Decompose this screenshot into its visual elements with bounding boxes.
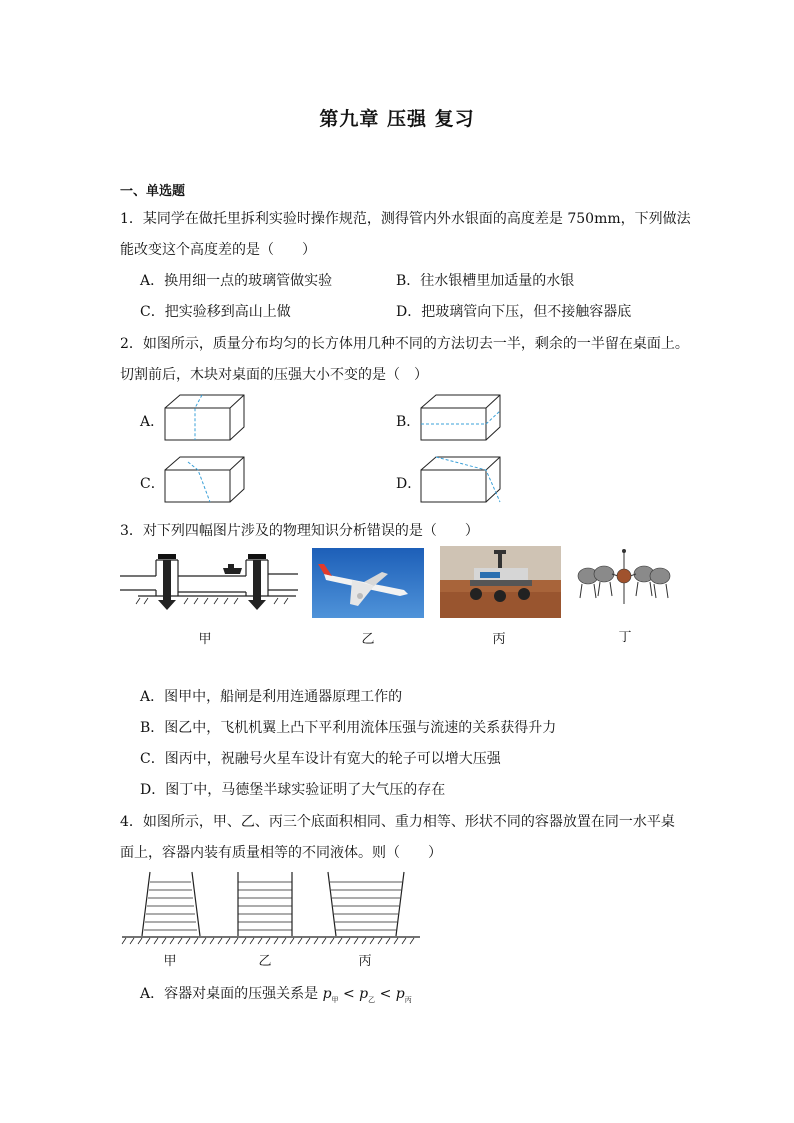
airplane-photo [312,548,424,618]
q1-option-b: B．往水银槽里加适量的水银 [396,273,575,289]
q2-box-d-figure [416,454,506,506]
pressure-symbol: p [359,986,369,1002]
less-than-1: < [338,986,360,1002]
q2-label-b: B． [396,414,421,430]
q2-box-c-figure [160,454,246,506]
q3-caption-jia: 甲 [198,632,212,647]
q2-stem-line2: 切割前后，木块对桌面的压强大小不变的是（ ） [120,367,428,383]
mars-rover-photo [440,546,561,618]
q4-caption-bing: 丙 [358,954,372,969]
magdeburg-hemispheres-figure [574,546,674,608]
section-heading: 一、单选题 [120,184,186,199]
subscript-jia: 甲 [331,995,339,1004]
q3-caption-bing: 丙 [492,632,506,647]
q1-stem-line2: 能改变这个高度差的是（ ） [120,242,316,258]
q3-caption-yi: 乙 [361,632,375,647]
q1-stem-line1: 1．某同学在做托里拆利实验时操作规范，测得管内外水银面的高度差是 750mm，下列做法 [120,211,691,227]
q1-option-a: A．换用细一点的玻璃管做实验 [140,273,333,289]
q3-option-c: C．图丙中，祝融号火星车设计有宽大的轮子可以增大压强 [140,751,501,767]
ship-lock-figure [118,552,300,618]
q1-option-d: D．把玻璃管向下压，但不接触容器底 [396,304,632,320]
q4-option-a-text: A．容器对桌面的压强关系是 [140,986,323,1002]
q2-stem-line1: 2．如图所示，质量分布均匀的长方体用几种不同的方法切去一半，剩余的一半留在桌面上。 [120,336,689,352]
pressure-symbol: p [395,986,405,1002]
pressure-symbol: p [322,986,332,1002]
q2-label-a: A． [140,414,165,430]
q2-box-b-figure [416,392,506,444]
q4-option-a [140,983,412,1005]
page-title: 第九章 压强 复习 [319,108,475,130]
less-than-2: < [375,986,396,1002]
q4-stem-line1: 4．如图所示，甲、乙、丙三个底面积相同、重力相等、形状不同的容器放置在同一水平桌 [120,814,675,830]
q1-option-c: C．把实验移到高山上做 [140,304,291,320]
subscript-bing: 丙 [404,995,412,1004]
q2-label-d: D． [396,476,422,492]
q3-stem: 3．对下列四幅图片涉及的物理知识分析错误的是（ ） [120,523,479,539]
q3-option-a: A．图甲中，船闸是利用连通器原理工作的 [140,689,403,705]
q4-caption-jia: 甲 [163,954,177,969]
three-containers-figure [120,866,422,948]
subscript-yi: 乙 [368,995,376,1004]
q3-caption-ding: 丁 [618,630,632,645]
q4-stem-line2: 面上，容器内装有质量相等的不同液体。则（ ） [120,845,442,861]
q4-caption-yi: 乙 [258,954,272,969]
q3-option-b: B．图乙中，飞机机翼上凸下平利用流体压强与流速的关系获得升力 [140,720,557,736]
q2-label-c: C． [140,476,165,492]
q3-option-d: D．图丁中，马德堡半球实验证明了大气压的存在 [140,782,446,798]
q2-box-a-figure [160,392,246,444]
